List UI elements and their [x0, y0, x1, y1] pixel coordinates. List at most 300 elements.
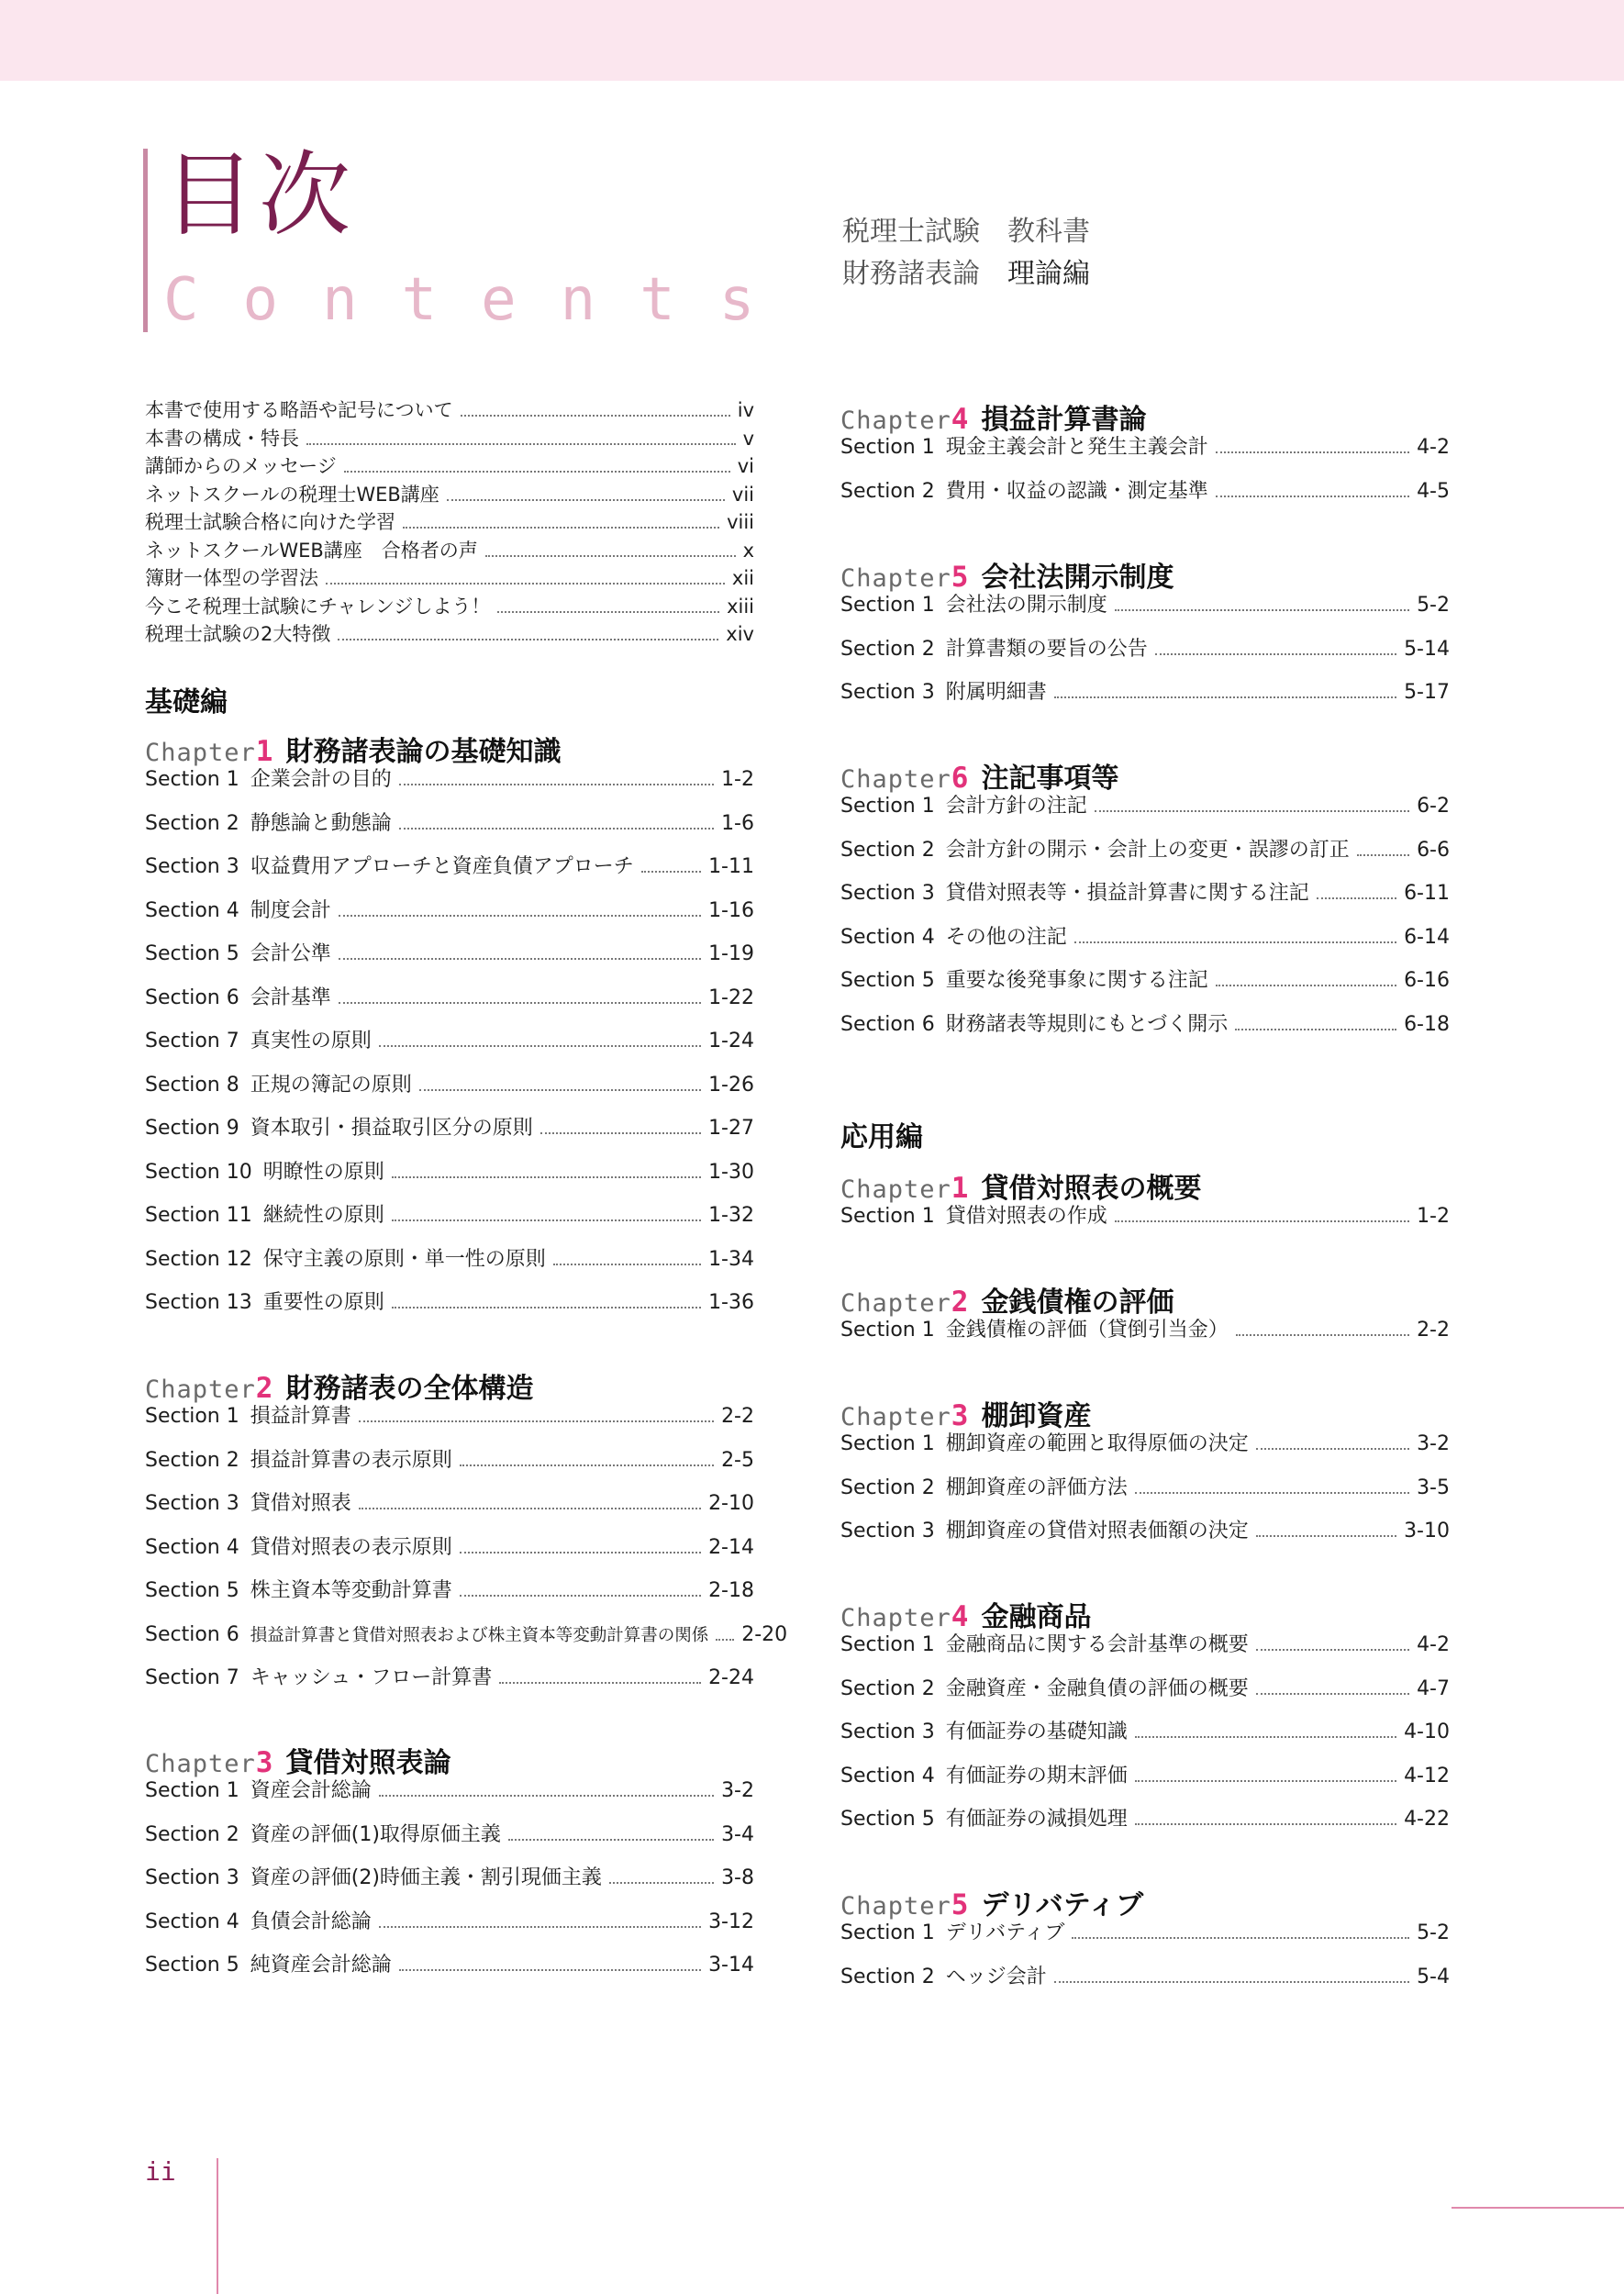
front-matter-title: 税理士試験の2大特徴: [145, 623, 331, 645]
section-label: Section 10: [145, 1160, 252, 1184]
section-label: Section 1: [145, 1405, 239, 1428]
section-label: Section 1: [840, 1432, 935, 1455]
section-label: Section 4: [145, 1910, 239, 1933]
leader-dots: [1256, 1535, 1396, 1537]
section-title: 正規の簿記の原則: [250, 1073, 412, 1097]
leader-dots: [716, 1639, 734, 1641]
section-page: 1-36: [708, 1291, 754, 1314]
section-entry[interactable]: [145, 1242, 754, 1278]
front-matter-item[interactable]: [145, 564, 754, 593]
chapter-word: Chapter: [145, 739, 256, 767]
chapter-number: 2: [255, 1372, 273, 1405]
section-entry[interactable]: [840, 1007, 1450, 1043]
chapter-word: Chapter: [840, 765, 951, 794]
leader-dots: [379, 1045, 701, 1047]
chapter-title: デリバティブ: [981, 1889, 1144, 1921]
section-entry[interactable]: [145, 806, 754, 842]
section-page: 2-2: [1417, 1319, 1450, 1342]
section-page: 2-18: [708, 1579, 754, 1602]
page-title-english: Contents: [163, 266, 799, 334]
section-label: Section 12: [145, 1247, 252, 1271]
book-line-1: 税理士試験 教科書: [842, 216, 1090, 248]
front-matter-item[interactable]: [145, 508, 754, 537]
leader-dots: [1135, 1492, 1409, 1494]
section-entry[interactable]: [840, 832, 1450, 869]
front-matter-item[interactable]: [145, 620, 754, 649]
section-title: 株主資本等変動計算書: [250, 1579, 452, 1602]
section-label: Section 3: [145, 1866, 239, 1889]
front-matter-item[interactable]: [145, 452, 754, 481]
section-entry[interactable]: [840, 631, 1450, 668]
chapter-title: 貸借対照表論: [285, 1747, 451, 1779]
section-label: Section 4: [840, 1764, 935, 1787]
section-label: Section 5: [145, 942, 239, 965]
section-entry[interactable]: [145, 1285, 754, 1321]
section-page: 5-14: [1404, 637, 1450, 661]
section-title: 貸借対照表等・損益計算書に関する注記: [945, 882, 1309, 905]
leader-dots: [392, 1219, 701, 1221]
chapter-word: Chapter: [840, 564, 951, 593]
section-title: 明瞭性の原則: [262, 1160, 384, 1184]
section-title: 金銭債権の評価（貸倒引当金）: [945, 1319, 1229, 1342]
section-label: Section 3: [840, 882, 935, 905]
chapter-title: 財務諸表論の基礎知識: [285, 736, 562, 768]
section-entry[interactable]: [840, 1801, 1450, 1838]
section-page: 1-2: [1417, 1205, 1450, 1228]
section-label: Section 2: [840, 1965, 935, 1988]
leader-dots: [326, 583, 725, 585]
chapter-title: 注記事項等: [981, 763, 1119, 795]
section-page: 4-2: [1417, 436, 1450, 459]
section-entry[interactable]: [840, 429, 1450, 466]
leader-dots: [1235, 1029, 1396, 1030]
section-page: 1-22: [708, 986, 754, 1009]
section-title: キャッシュ・フロー計算書: [250, 1666, 493, 1689]
chapter-word: Chapter: [840, 1604, 951, 1632]
leader-dots: [339, 915, 701, 917]
section-label: Section 3: [840, 681, 935, 704]
section-title: 資産会計総論: [250, 1779, 372, 1802]
leader-dots: [1236, 1334, 1409, 1336]
front-matter-item[interactable]: [145, 396, 754, 425]
chapter-word: Chapter: [145, 1750, 256, 1778]
chapter-number: 5: [951, 1888, 969, 1921]
chapter-number: 1: [951, 1172, 969, 1205]
leader-dots: [1095, 810, 1409, 812]
section-entry[interactable]: [840, 1627, 1450, 1664]
section-page: 5-4: [1417, 1965, 1450, 1988]
section-entry[interactable]: [145, 1773, 754, 1810]
leader-dots: [460, 1552, 701, 1553]
section-page: 4-10: [1404, 1720, 1450, 1743]
leader-dots: [1317, 897, 1396, 899]
chapter-title: 金銭債権の評価: [981, 1286, 1174, 1319]
section-entry[interactable]: [145, 1904, 754, 1941]
leader-dots: [1155, 653, 1396, 655]
front-matter-page: xii: [731, 567, 754, 589]
section-label: Section 3: [840, 1720, 935, 1743]
front-matter-page: xiii: [727, 595, 754, 618]
section-title: 重要な後発事象に関する注記: [945, 969, 1208, 992]
leader-dots: [399, 1969, 701, 1971]
section-entry[interactable]: [145, 1442, 754, 1479]
section-page: 5-2: [1417, 594, 1450, 617]
section-entry[interactable]: [145, 1817, 754, 1854]
section-label: Section 5: [840, 969, 935, 992]
chapter-word: Chapter: [840, 1892, 951, 1921]
section-entry[interactable]: [145, 1486, 754, 1522]
section-page: 1-24: [708, 1030, 754, 1052]
chapter-title: 貸借対照表の概要: [981, 1173, 1202, 1205]
leader-dots: [1135, 1823, 1396, 1825]
chapter-number: 4: [951, 1600, 969, 1633]
chapter-title: 会社法開示制度: [981, 562, 1174, 594]
section-title: 附属明細書: [945, 681, 1047, 704]
front-matter-title: 今こそ税理士試験にチャレンジしよう！: [145, 595, 491, 618]
section-entry[interactable]: [840, 587, 1450, 624]
section-label: Section 7: [145, 1666, 239, 1689]
chapter-title: 損益計算書論: [981, 404, 1147, 436]
section-entry[interactable]: [145, 1023, 754, 1060]
chapter-word: Chapter: [840, 406, 951, 435]
section-page: 5-2: [1417, 1921, 1450, 1944]
section-label: Section 5: [145, 1579, 239, 1602]
section-label: Section 1: [840, 1205, 935, 1228]
section-entry[interactable]: [145, 1110, 754, 1147]
section-page: 3-14: [708, 1954, 754, 1977]
section-title: 棚卸資産の評価方法: [945, 1476, 1128, 1499]
chapter-title: 財務諸表の全体構造: [285, 1373, 534, 1405]
section-entry[interactable]: [145, 1530, 754, 1566]
section-title: 保守主義の原則・単一性の原則: [262, 1247, 546, 1271]
section-title: 収益費用アプローチと資産負債アプローチ: [250, 855, 634, 878]
section-entry[interactable]: [145, 1573, 754, 1609]
book-subject: 財務諸表論: [842, 258, 980, 290]
section-page: 3-12: [708, 1910, 754, 1933]
leader-dots: [1135, 1736, 1396, 1738]
section-page: 2-10: [708, 1492, 754, 1515]
front-matter-page: v: [742, 427, 754, 450]
leader-dots: [392, 1307, 701, 1308]
section-label: Section 1: [840, 1319, 935, 1342]
section-entry[interactable]: [840, 1198, 1450, 1235]
leader-dots: [1072, 1937, 1409, 1939]
leader-dots: [540, 1132, 701, 1134]
section-title: 会社法の開示制度: [945, 594, 1107, 617]
section-entry[interactable]: [840, 1513, 1450, 1550]
section-page: 1-19: [708, 942, 754, 965]
section-entry[interactable]: [840, 788, 1450, 825]
section-entry[interactable]: [840, 875, 1450, 912]
front-matter-page: iv: [737, 399, 754, 421]
section-title: 重要性の原則: [262, 1291, 384, 1314]
page-title: 目次: [163, 141, 354, 249]
leader-dots: [1256, 1693, 1409, 1695]
section-page: 4-12: [1404, 1764, 1450, 1787]
section-page: 6-18: [1404, 1012, 1450, 1036]
section-entry[interactable]: [840, 1714, 1450, 1751]
section-title: 会計方針の開示・会計上の変更・誤謬の訂正: [945, 838, 1350, 862]
leader-dots: [1357, 854, 1409, 856]
section-page: 1-2: [721, 768, 754, 791]
front-matter-title: 本書で使用する略語や記号について: [145, 399, 453, 421]
section-title: 金融資産・金融負債の評価の概要: [945, 1676, 1249, 1700]
leader-dots: [359, 1420, 714, 1422]
section-page: 3-4: [721, 1822, 754, 1846]
section-title: 貸借対照表の作成: [945, 1205, 1107, 1228]
leader-dots: [609, 1882, 714, 1884]
section-entry[interactable]: [145, 762, 754, 798]
section-page: 3-10: [1404, 1520, 1450, 1542]
section-page: 2-2: [721, 1405, 754, 1428]
section-title: 有価証券の基礎知識: [945, 1720, 1128, 1743]
section-page: 1-30: [708, 1160, 754, 1184]
chapter-title: 棚卸資産: [981, 1400, 1092, 1432]
section-entry[interactable]: [145, 849, 754, 885]
leader-dots: [1216, 451, 1409, 453]
section-label: Section 2: [840, 637, 935, 661]
section-title: 金融商品に関する会計基準の概要: [945, 1633, 1249, 1656]
chapter-number: 3: [255, 1746, 273, 1779]
chapter-number: 5: [951, 561, 969, 594]
section-page: 4-22: [1404, 1808, 1450, 1831]
front-matter-item[interactable]: [145, 537, 754, 565]
chapter-number: 6: [951, 762, 969, 795]
leader-dots: [1115, 1220, 1409, 1222]
section-entry[interactable]: [145, 1197, 754, 1234]
section-page: 3-8: [721, 1866, 754, 1889]
front-matter-title: 簿財一体型の学習法: [145, 567, 318, 589]
section-entry[interactable]: [840, 674, 1450, 711]
section-title: 棚卸資産の貸借対照表価額の決定: [945, 1520, 1249, 1542]
section-entry[interactable]: [840, 1959, 1450, 1996]
section-page: 2-20: [741, 1622, 788, 1646]
leader-dots: [1256, 1649, 1409, 1651]
section-label: Section 2: [145, 1822, 239, 1846]
section-label: Section 9: [145, 1117, 239, 1140]
front-matter-page: xiv: [726, 623, 754, 645]
section-label: Section 5: [145, 1954, 239, 1977]
chapter-number: 1: [255, 735, 273, 768]
section-page: 1-27: [708, 1117, 754, 1140]
section-page: 1-26: [708, 1073, 754, 1097]
section-entry[interactable]: [840, 1426, 1450, 1463]
leader-dots: [1135, 1780, 1396, 1782]
front-matter-page: vi: [737, 455, 754, 477]
front-matter-item[interactable]: [145, 425, 754, 453]
leader-dots: [1054, 696, 1396, 698]
leader-dots: [447, 499, 725, 501]
section-page: 1-34: [708, 1247, 754, 1271]
section-label: Section 6: [145, 1622, 239, 1646]
section-page: 2-14: [708, 1535, 754, 1559]
section-page: 3-2: [721, 1779, 754, 1802]
section-title: 資産の評価(1)取得原価主義: [250, 1822, 501, 1846]
section-label: Section 2: [840, 838, 935, 862]
section-label: Section 2: [840, 1476, 935, 1499]
top-band: [0, 0, 1624, 81]
leader-dots: [339, 1002, 701, 1004]
section-title: 損益計算書の表示原則: [250, 1448, 452, 1472]
leader-dots: [344, 471, 730, 473]
section-entry[interactable]: [145, 936, 754, 973]
leader-dots: [460, 1595, 701, 1597]
front-matter-item[interactable]: [145, 593, 754, 621]
section-entry[interactable]: [840, 963, 1450, 999]
section-page: 4-7: [1417, 1676, 1450, 1700]
section-title: 会計方針の注記: [945, 795, 1087, 818]
book-line-2: [842, 253, 1090, 295]
section-entry[interactable]: [145, 1617, 788, 1654]
section-entry[interactable]: [840, 1758, 1450, 1795]
section-label: Section 1: [840, 436, 935, 459]
front-matter-list: [145, 396, 754, 649]
section-label: Section 1: [145, 1779, 239, 1802]
chapter-title: 金融商品: [981, 1601, 1092, 1633]
section-label: Section 7: [145, 1030, 239, 1052]
section-label: Section 1: [840, 1921, 935, 1944]
section-label: Section 11: [145, 1204, 252, 1227]
section-title: 会計公準: [250, 942, 331, 965]
leader-dots: [419, 1089, 701, 1091]
section-page: 1-11: [708, 855, 754, 878]
section-page: 6-16: [1404, 969, 1450, 992]
leader-dots: [379, 1795, 714, 1797]
section-label: Section 2: [145, 1448, 239, 1472]
section-page: 1-6: [721, 811, 754, 835]
section-title: 静態論と動態論: [250, 811, 392, 835]
section-entry[interactable]: [840, 473, 1450, 510]
leader-dots: [553, 1264, 701, 1265]
section-entry[interactable]: [840, 919, 1450, 956]
section-entry[interactable]: [145, 1154, 754, 1191]
chapter-word: Chapter: [840, 1175, 951, 1204]
section-title: 企業会計の目的: [250, 768, 392, 791]
leader-dots: [399, 828, 714, 830]
section-label: Section 4: [145, 898, 239, 922]
footer-divider: [217, 2158, 218, 2294]
leader-dots: [338, 639, 718, 640]
leader-dots: [1115, 609, 1409, 611]
section-label: Section 6: [840, 1012, 935, 1036]
front-matter-page: vii: [731, 483, 754, 506]
section-title: 制度会計: [250, 898, 331, 922]
section-entry[interactable]: [145, 1660, 754, 1697]
title-accent-bar: [143, 149, 148, 332]
leader-dots: [306, 443, 736, 445]
book-info: [842, 211, 1090, 295]
section-label: Section 1: [840, 594, 935, 617]
section-entry[interactable]: [145, 1398, 754, 1435]
chapter-word: Chapter: [840, 1403, 951, 1431]
leader-dots: [399, 784, 714, 785]
section-title: デリバティブ: [945, 1921, 1065, 1944]
leader-dots: [1216, 985, 1396, 986]
part-heading: 基礎編: [145, 686, 228, 718]
leader-dots: [641, 871, 701, 873]
chapter-word: Chapter: [840, 1289, 951, 1318]
front-matter-title: 税理士試験合格に向けた学習: [145, 511, 395, 533]
section-page: 2-5: [721, 1448, 754, 1472]
front-matter-item[interactable]: [145, 481, 754, 509]
front-matter-title: ネットスクールWEB講座 合格者の声: [145, 539, 478, 562]
section-label: Section 1: [145, 768, 239, 791]
section-title: 資本取引・損益取引区分の原則: [250, 1117, 533, 1140]
section-entry[interactable]: [145, 1860, 754, 1897]
chapter-number: 4: [951, 403, 969, 436]
section-label: Section 3: [145, 1492, 239, 1515]
section-page: 4-5: [1417, 479, 1450, 503]
section-title: 貸借対照表: [250, 1492, 351, 1515]
leader-dots: [1216, 496, 1409, 497]
section-label: Section 1: [840, 1633, 935, 1656]
part-heading: 応用編: [840, 1121, 923, 1153]
leader-dots: [461, 415, 730, 417]
chapter-number: 3: [951, 1399, 969, 1432]
section-page: 6-14: [1404, 925, 1450, 949]
section-page: 5-17: [1404, 681, 1450, 704]
section-entry[interactable]: [840, 1671, 1450, 1708]
front-matter-page: x: [742, 539, 754, 562]
section-page: 1-16: [708, 898, 754, 922]
section-page: 6-2: [1417, 795, 1450, 818]
section-label: Section 4: [840, 925, 935, 949]
section-title: 有価証券の減損処理: [945, 1808, 1128, 1831]
leader-dots: [497, 611, 719, 613]
front-matter-title: 本書の構成・特長: [145, 427, 299, 450]
section-entry[interactable]: [145, 1947, 754, 1984]
section-page: 4-2: [1417, 1633, 1450, 1656]
section-entry[interactable]: [840, 1470, 1450, 1507]
section-label: Section 6: [145, 986, 239, 1009]
section-title: 負債会計総論: [250, 1910, 372, 1933]
section-entry[interactable]: [145, 980, 754, 1017]
section-page: 1-32: [708, 1204, 754, 1227]
section-label: Section 3: [840, 1520, 935, 1542]
section-label: Section 8: [145, 1073, 239, 1097]
section-entry[interactable]: [145, 1067, 754, 1104]
chapter-number: 2: [951, 1286, 969, 1319]
section-title: 損益計算書: [250, 1405, 351, 1428]
leader-dots: [499, 1682, 701, 1684]
front-matter-title: ネットスクールの税理士WEB講座: [145, 483, 439, 506]
leader-dots: [460, 1464, 714, 1466]
section-title: 純資産会計総論: [250, 1954, 392, 1977]
leader-dots: [403, 527, 719, 529]
section-label: Section 1: [840, 795, 935, 818]
section-label: Section 4: [145, 1535, 239, 1559]
leader-dots: [1074, 941, 1396, 943]
section-entry[interactable]: [145, 893, 754, 930]
section-title: 棚卸資産の範囲と取得原価の決定: [945, 1432, 1249, 1455]
section-title: 財務諸表等規則にもとづく開示: [945, 1012, 1229, 1036]
section-page: 3-5: [1417, 1476, 1450, 1499]
leader-dots: [359, 1508, 701, 1509]
section-title: 有価証券の期末評価: [945, 1764, 1128, 1787]
leader-dots: [379, 1926, 701, 1928]
section-page: 6-6: [1417, 838, 1450, 862]
page-number: ii: [145, 2156, 176, 2187]
footer-rule: [1452, 2207, 1624, 2209]
section-title: 会計基準: [250, 986, 331, 1009]
leader-dots: [485, 555, 736, 557]
section-label: Section 5: [840, 1808, 935, 1831]
section-entry[interactable]: [840, 1312, 1450, 1349]
section-title: その他の注記: [945, 925, 1067, 949]
section-title: 損益計算書と貸借対照表および株主資本等変動計算書の関係: [250, 1625, 709, 1645]
section-entry[interactable]: [840, 1915, 1450, 1952]
section-page: 2-24: [708, 1666, 754, 1689]
